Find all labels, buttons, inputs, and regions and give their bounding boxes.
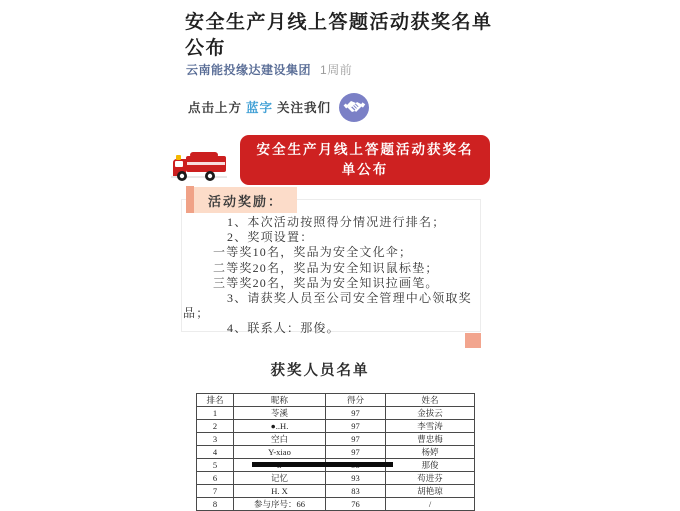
table-cell: H. X bbox=[234, 485, 326, 498]
table-cell: 胡艳琼 bbox=[386, 485, 475, 498]
rewards-item: 三等奖20名，奖品为安全知识拉画笔。 bbox=[213, 275, 439, 290]
table-cell: 6 bbox=[197, 472, 234, 485]
winners-table bbox=[196, 393, 475, 511]
table-cell: 杨婷 bbox=[386, 446, 475, 459]
table-cell: 3 bbox=[197, 433, 234, 446]
table-cell: 8 bbox=[197, 498, 234, 511]
page-title: 安全生产月线上答题活动获奖名单公布 bbox=[185, 12, 493, 59]
rewards-item: 1、本次活动按照得分情况进行排名； bbox=[227, 215, 446, 229]
table-cell: 97 bbox=[326, 433, 386, 446]
rewards-header: 活动奖励： bbox=[194, 187, 297, 213]
table-row bbox=[197, 433, 475, 446]
handshake-icon bbox=[339, 93, 369, 122]
table-header-cell: 得分 bbox=[326, 394, 386, 407]
banner-box bbox=[240, 135, 490, 185]
table-cell: 4 bbox=[197, 446, 234, 459]
author-link[interactable]: 云南能投缘达建设集团 bbox=[186, 63, 312, 77]
table-header-cell: 昵称 bbox=[234, 394, 326, 407]
table-cell: 1 bbox=[197, 407, 234, 420]
follow-banner bbox=[188, 92, 369, 122]
winners-heading: 获奖人员名单 bbox=[270, 363, 370, 379]
table-row bbox=[197, 485, 475, 498]
table-row bbox=[197, 407, 475, 420]
rewards-accent-bar bbox=[186, 186, 194, 213]
rewards-item: 一等奖10名，奖品为安全文化伞； bbox=[213, 245, 413, 260]
table-cell: 参与序号：66 bbox=[234, 498, 326, 511]
table-row bbox=[197, 472, 475, 485]
publish-time: 1周前 bbox=[320, 63, 353, 77]
table-header-cell: 姓名 bbox=[386, 394, 475, 407]
table-cell: 空白 bbox=[234, 433, 326, 446]
redaction-bar bbox=[252, 462, 393, 467]
table-cell: 2 bbox=[197, 420, 234, 433]
table-cell: 李雪涛 bbox=[386, 420, 475, 433]
table-cell: Y-xiao bbox=[234, 446, 326, 459]
table-cell: ●..H. bbox=[234, 420, 326, 433]
table-cell: 97 bbox=[326, 446, 386, 459]
table-cell: 83 bbox=[326, 485, 386, 498]
rewards-item: 3、请获奖人员至公司安全管理中心领取奖品； bbox=[183, 291, 472, 321]
table-cell: 97 bbox=[326, 407, 386, 420]
follow-suffix: 关注我们 bbox=[277, 101, 332, 115]
table-row bbox=[197, 446, 475, 459]
table-cell: 93 bbox=[326, 472, 386, 485]
winners-table-wrap bbox=[196, 393, 474, 511]
table-cell: 那俊 bbox=[386, 459, 475, 472]
table-cell: 76 bbox=[326, 498, 386, 511]
table-cell: 苓溪 bbox=[234, 407, 326, 420]
table-cell: 记忆 bbox=[234, 472, 326, 485]
table-cell: 金拔云 bbox=[386, 407, 475, 420]
table-cell: 5 bbox=[197, 459, 234, 472]
table-cell: 7 bbox=[197, 485, 234, 498]
article-meta bbox=[186, 61, 352, 78]
rewards-section bbox=[181, 186, 481, 348]
corner-accent-square bbox=[465, 333, 481, 348]
table-row bbox=[197, 498, 475, 511]
rewards-item: 二等奖20名，奖品为安全知识鼠标垫； bbox=[213, 260, 439, 275]
headline-banner bbox=[170, 135, 490, 185]
table-header-row bbox=[197, 394, 475, 407]
follow-prefix: 点击上方 bbox=[188, 101, 243, 115]
rewards-item: 4、联系人：那俊。 bbox=[227, 321, 340, 336]
banner-text: 安全生产月线上答题活动获奖名单公布 bbox=[256, 142, 474, 177]
table-cell: 97 bbox=[326, 420, 386, 433]
table-header-cell: 排名 bbox=[197, 394, 234, 407]
table-cell: / bbox=[386, 498, 475, 511]
rewards-item: 2、奖项设置： bbox=[227, 230, 314, 245]
table-row bbox=[197, 420, 475, 433]
follow-highlight: 蓝字 bbox=[246, 101, 274, 115]
fire-truck-icon bbox=[170, 146, 228, 183]
table-cell: 苟进芬 bbox=[386, 472, 475, 485]
rewards-list bbox=[183, 215, 479, 337]
table-cell: 曹忠梅 bbox=[386, 433, 475, 446]
